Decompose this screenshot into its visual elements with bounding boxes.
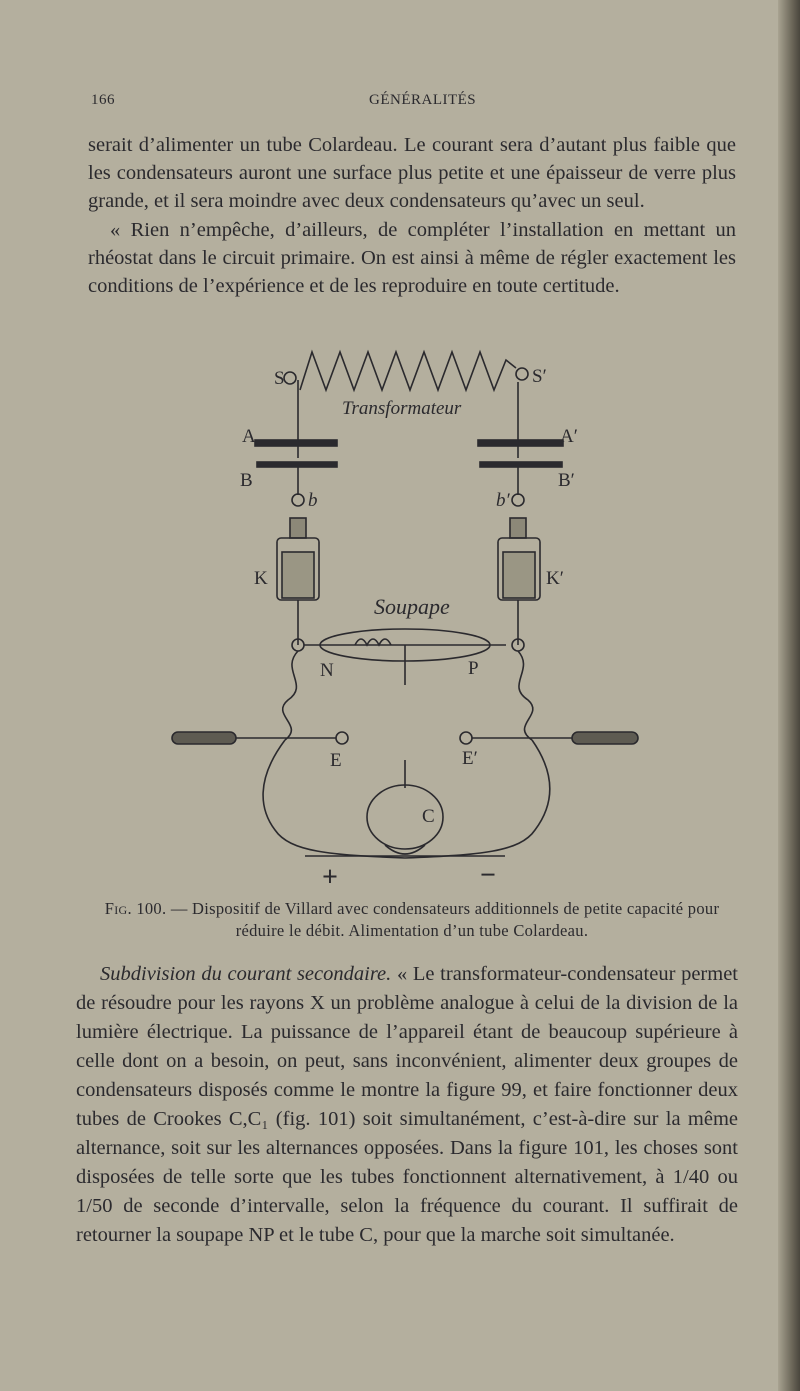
label-A: A — [242, 426, 256, 447]
page-edge-shadow — [778, 0, 800, 1391]
paragraph-3-text: « Le transformateur-condensateur permet de résoudre pour les rayons X un problème analogue à celui de la division de la lumière électrique. La puissance de l’appareil étant de beaucoup supérieure à celle dont on a besoin, on peut, sans inconvénient, alimenter deux groupes de condensateurs disposés comme le montre la figure 99, et faire fonctionner deux tubes de Crookes C,C₁ (fig. 101) soit simultanément, c’est-à-dire sur la même alternance, soit sur les alternances opposées. Dans la figure 101, les choses sont disposées de telle sorte que les tubes fonctionnent alternativement, à 1/40 ou 1/50 de seconde d’intervalle, selon la fréquence du courant. Il suffirait de retourner la soupape NP et le tube C, pour que la marche soit simultanée. — [76, 963, 738, 1246]
running-head — [91, 92, 730, 114]
label-C: C — [422, 806, 435, 827]
transformer-winding — [300, 352, 516, 390]
label-N: N — [320, 660, 334, 681]
page-number: 166 — [91, 92, 115, 108]
label-B: B — [240, 470, 253, 491]
paragraph-3-heading: Subdivision du courant secondaire. — [100, 963, 392, 985]
figure-caption — [80, 898, 744, 942]
label-E: E — [330, 750, 342, 771]
label-b: b — [308, 490, 318, 511]
label-P: P — [468, 658, 479, 679]
paragraph-3 — [76, 960, 738, 1250]
circuit-diagram — [160, 340, 650, 890]
label-transformer: Transformateur — [342, 398, 462, 419]
figure-caption-text: — Dispositif de Villard avec condensateurs additionnels de petite capacité pour réduire le débit. Alimentation d’un tube Colardeau. — [166, 899, 720, 940]
figure-diagram — [160, 340, 650, 890]
paragraph-2: « Rien n’empêche, d’ailleurs, de compléter l’installation en mettant un rhéostat dans le circuit primaire. On est ainsi à même de régler exactement les conditions de l’expérience et de les reproduire en toute certitude. — [88, 219, 736, 297]
label-E-prime: E′ — [462, 748, 478, 769]
label-K: K — [254, 568, 268, 589]
paragraph-1: serait d’alimenter un tube Colardeau. Le courant sera d’autant plus faible que les condensateurs auront une surface plus petite et une épaisseur de verre plus grande, et il sera moindre avec deux condensateurs qu’avec un seul. — [88, 134, 736, 212]
label-plus: + — [322, 862, 338, 890]
label-K-prime: K′ — [546, 568, 564, 589]
label-B-prime: B′ — [558, 470, 575, 491]
label-A-prime: A′ — [560, 426, 578, 447]
label-S: S — [274, 368, 285, 389]
label-S-prime: S′ — [532, 366, 547, 387]
figure-caption-label: Fig. 100. — [104, 899, 167, 918]
label-valve: Soupape — [374, 594, 450, 619]
label-minus: − — [480, 860, 496, 890]
label-b-prime: b′ — [496, 490, 510, 511]
section-title: GÉNÉRALITÉS — [369, 92, 477, 108]
